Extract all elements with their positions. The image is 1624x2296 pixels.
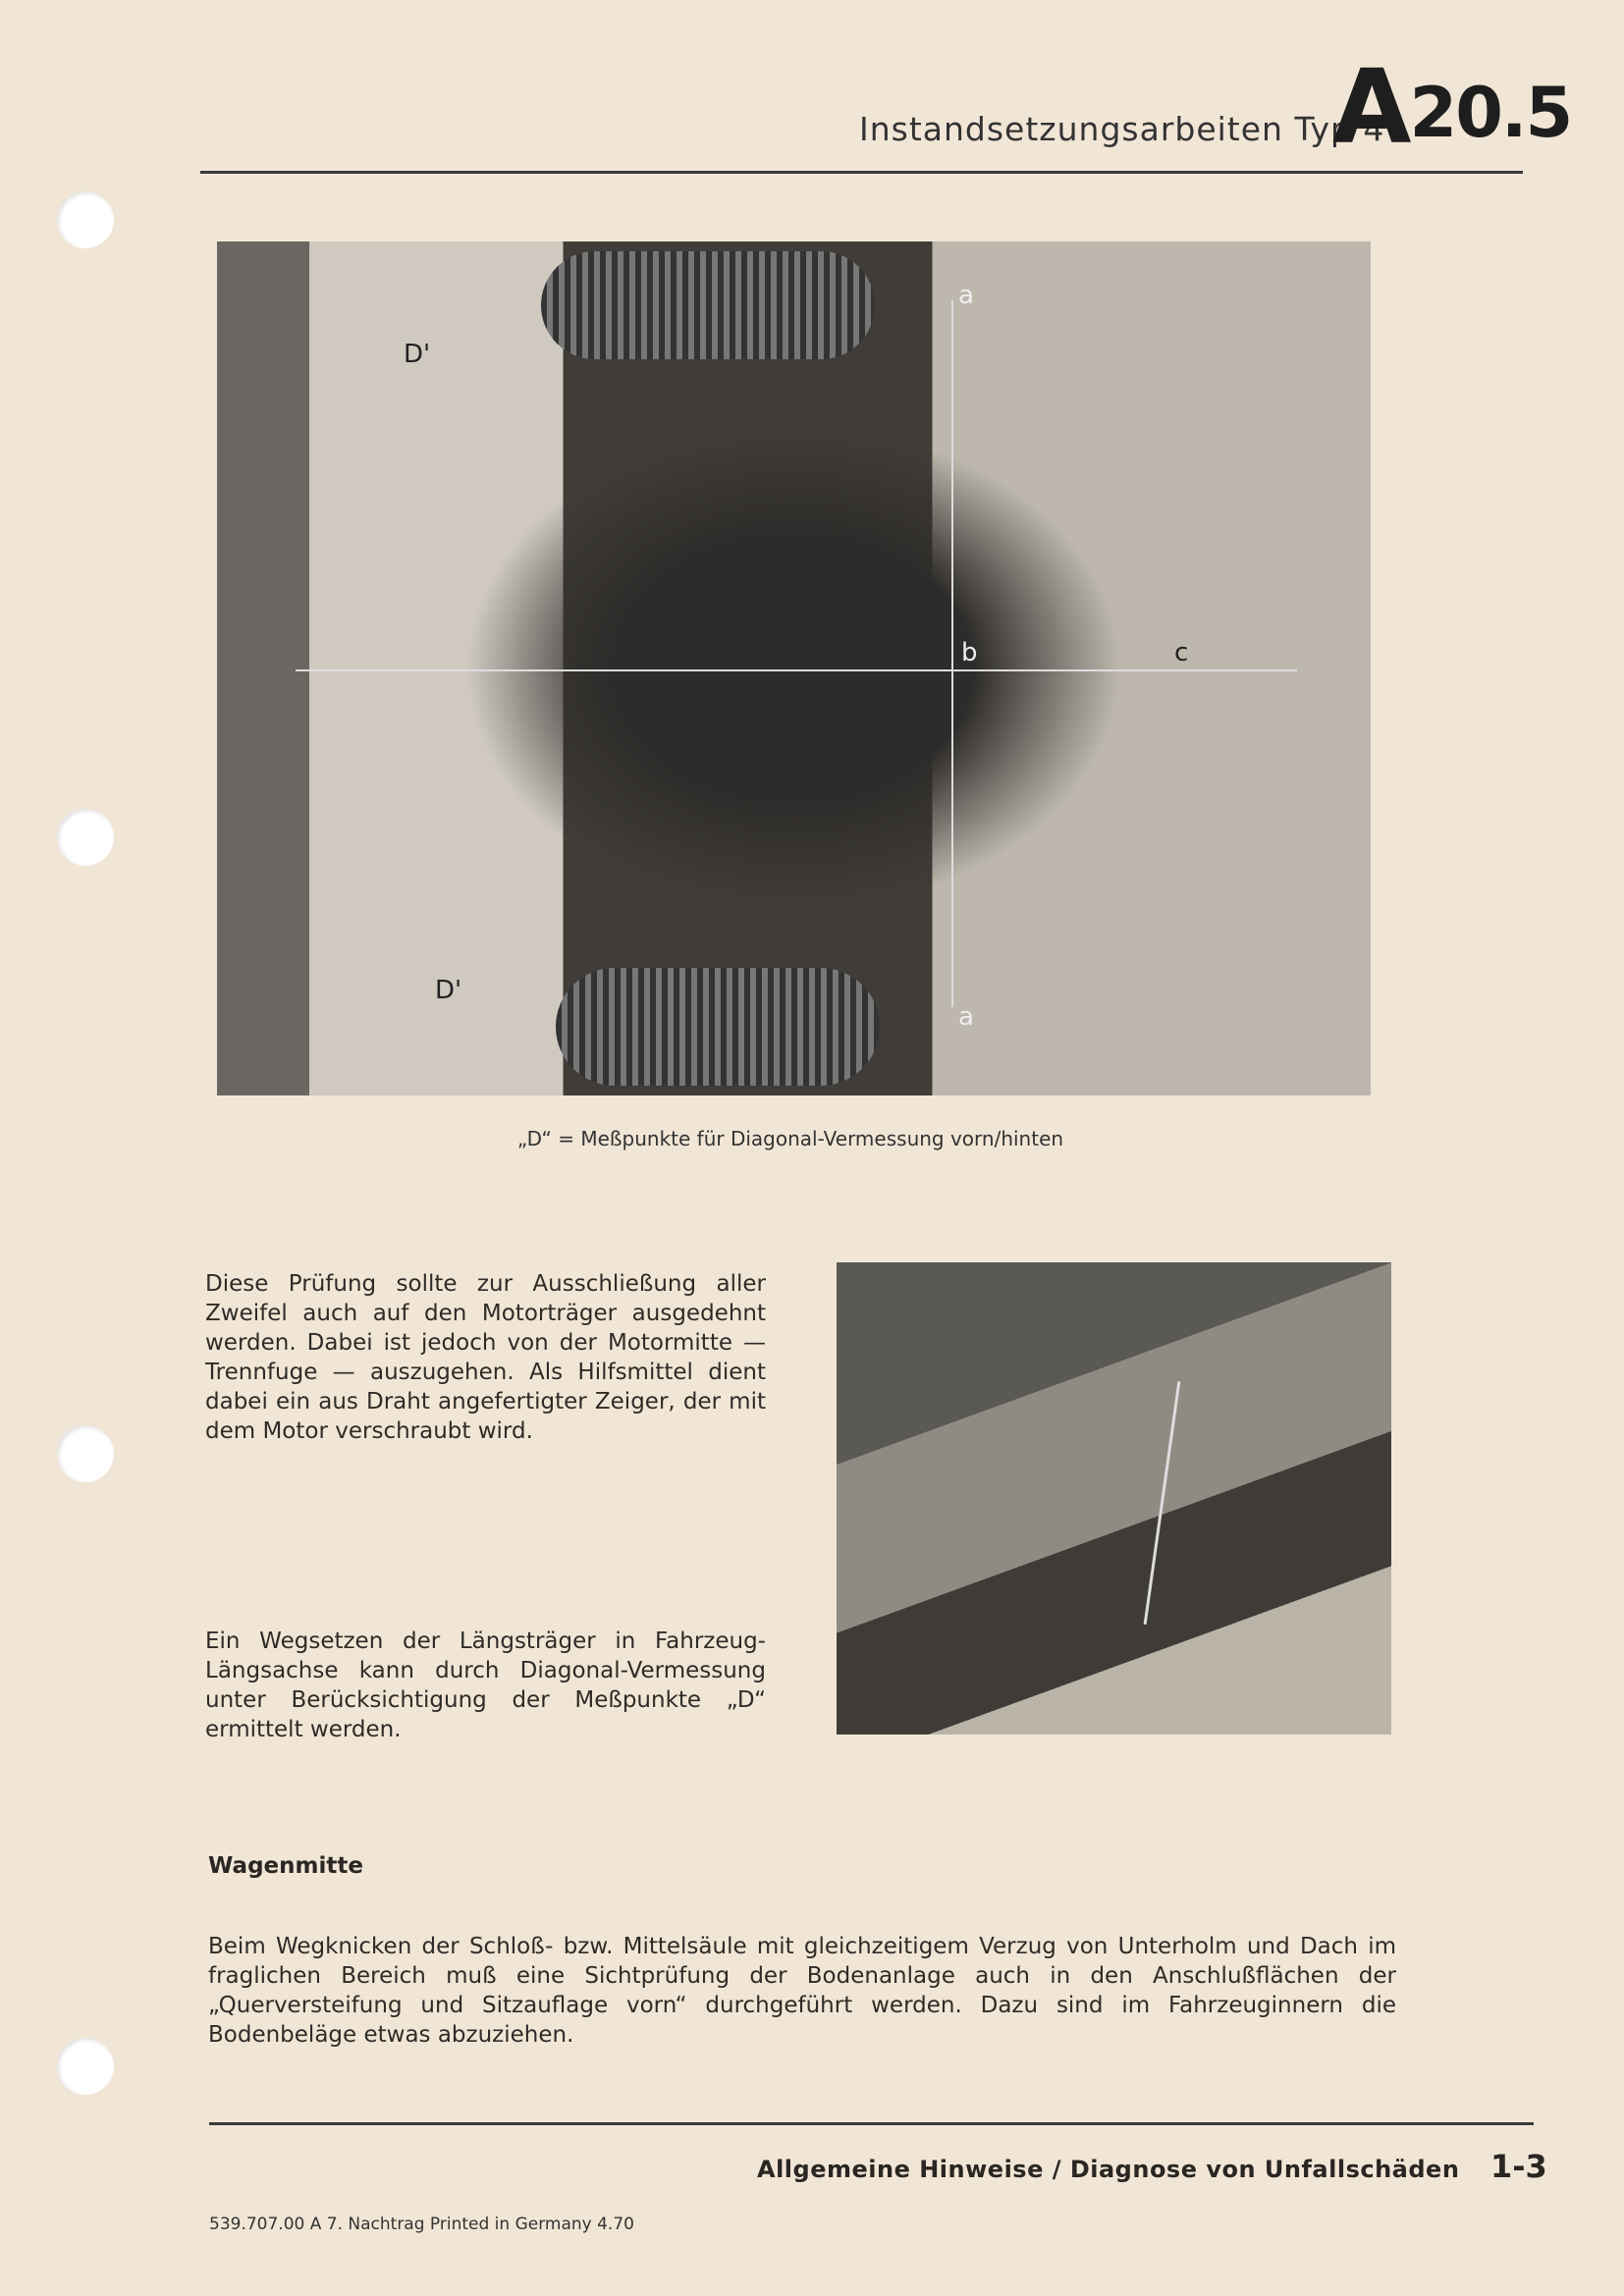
section-code <box>1332 47 1571 167</box>
label-b: b <box>961 638 978 667</box>
label-a-top: a <box>958 281 974 310</box>
header-rule <box>200 171 1523 174</box>
centerline <box>296 669 1297 671</box>
section-heading-wagenmitte: Wagenmitte <box>208 1853 363 1879</box>
label-d-top: D' <box>404 340 431 369</box>
vertical-line-a <box>951 300 953 1007</box>
paragraph-engine-carrier: Diese Prüfung sollte zur Ausschließung aller Zweifel auch auf den Motorträger ausgedehnt werden. Dabei ist jedoch von der Motormitte — Trennfuge — auszugehen. Als Hilfsmittel dient dabei ein aus Draht angefertigter Zeiger, der mit dem Motor verschraubt wird. <box>205 1271 766 1444</box>
header-title: Instandsetzungsarbeiten Typ 4 <box>859 110 1385 148</box>
punch-hole <box>57 191 114 248</box>
punch-hole <box>57 1425 114 1482</box>
label-c: c <box>1174 638 1189 667</box>
tire-top <box>541 251 875 359</box>
paragraph-diagonal-measurement: Ein Wegsetzen der Längsträger in Fahrzeug-Längsachse kann durch Diagonal-Vermessung unter Berücksichtigung der Meßpunkte „D“ ermittelt werden. <box>205 1629 766 1742</box>
engine-pointer-photo <box>837 1262 1391 1735</box>
section-code-letter: A <box>1332 47 1410 167</box>
underbody-photo <box>217 241 1371 1095</box>
label-d-bottom: D' <box>435 976 462 1005</box>
page-number: 1-3 <box>1490 2148 1547 2185</box>
paragraph-center-pillar: Beim Wegknicken der Schloß- bzw. Mittelsäule mit gleichzeitigem Verzug von Unterholm und Dach im fraglichen Bereich muß eine Sichtprüfung der Bodenanlage auch in den Anschlußflächen der „Querversteifung und Sitzauflage vorn“ durchgeführt werden. Dazu sind im Fahrzeuginnern die Bodenbeläge etwas abzuziehen. <box>208 1934 1396 2048</box>
section-code-number: 20.5 <box>1409 73 1572 153</box>
figure-caption: „D“ = Meßpunkte für Diagonal-Vermessung vorn/hinten <box>516 1127 1064 1150</box>
tire-bottom <box>556 968 880 1086</box>
punch-hole <box>57 2038 114 2095</box>
footer-rule <box>209 2122 1534 2125</box>
footer-section-title: Allgemeine Hinweise / Diagnose von Unfallschäden <box>757 2156 1460 2183</box>
label-a-bottom: a <box>958 1002 974 1032</box>
wire-pointer <box>1144 1381 1181 1625</box>
print-info: 539.707.00 A 7. Nachtrag Printed in Germany 4.70 <box>209 2215 634 2234</box>
punch-hole <box>57 809 114 866</box>
